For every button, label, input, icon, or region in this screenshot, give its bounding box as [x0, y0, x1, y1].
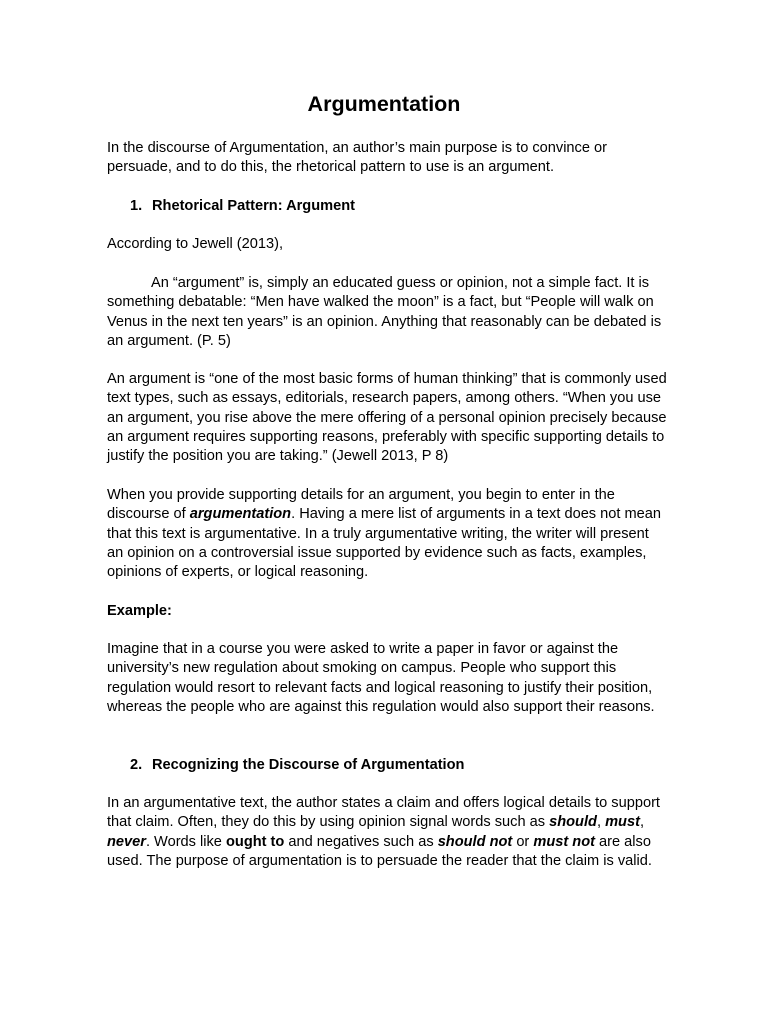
section-heading-rhetorical-pattern [130, 197, 355, 216]
paragraph-supporting-details [107, 486, 667, 582]
section-heading-text: Recognizing the Discourse of Argumentation [152, 757, 465, 773]
text-span: . Words like [145, 833, 226, 850]
text-span: In an argumentative text, the author states a claim and offers logical details to support that claim. Often, they do this by using opinion signal words such as [107, 795, 660, 831]
example-paragraph: Imagine that in a course you were asked to write a paper in favor or against the university’s new regulation about smoking on campus. People who support this regulation would resort to relevant facts and logical reasoning to justify their position, whereas the people who are against this regulation would also support their reasons. [107, 641, 655, 715]
section-heading-recognizing [130, 756, 464, 775]
signal-word-never: never [107, 833, 146, 850]
text-span: are also used. The purpose of argumentation is to persuade the reader that the claim is valid. [107, 833, 652, 869]
signal-word-should: should [549, 814, 597, 831]
signal-word-must-not: must not [533, 833, 595, 850]
text-span: When you provide supporting details for an argument, you begin to enter in the discourse of [107, 487, 615, 523]
text-span: , [596, 814, 606, 831]
text-span: . Having a mere list of arguments in a text does not mean that this text is argumentative. In a truly argumentative writing, the writer will present an opinion on a controversial issue supported by evidence such as facts, examples, opinions of experts, or logical reasoning. [107, 506, 662, 581]
signal-word-should-not: should not [437, 833, 513, 850]
intro-paragraph: In the discourse of Argumentation, an author’s main purpose is to convince or persuade, and to do this, the rhetorical pattern to use is an argument. [107, 140, 607, 176]
block-quote: An “argument” is, simply an educated guess or opinion, not a simple fact. It is something debatable: “Men have walked the moon” is a fact, but “People will walk on Venus in the next ten years” is an opinion. Anything that reasonably can be debated is an argument. (P. 5) [107, 275, 662, 349]
emphasis-term: argumentation [189, 506, 292, 523]
text-span: and negatives such as [284, 833, 438, 850]
text-span: , [639, 814, 644, 831]
example-label: Example: [107, 603, 172, 619]
citation-intro: According to Jewell (2013), [107, 236, 284, 252]
page-title: Argumentation [307, 92, 461, 116]
text-span: or [512, 833, 534, 850]
signal-word-ought-to: ought to [225, 833, 285, 850]
section-heading-text: Rhetorical Pattern: Argument [152, 198, 355, 214]
paragraph-claim [107, 794, 667, 871]
paragraph-basic-forms: An argument is “one of the most basic forms of human thinking” that is commonly used text types, such as essays, editorials, research papers, among others. “When you use an argument, you rise above the mere offering of a personal opinion precisely because an argument requires supporting reasons, preferably with specific supporting details to justify the position you are taking.” (Jewell 2013, P 8) [107, 371, 667, 465]
section-number: 2. [130, 757, 143, 773]
signal-word-must: must [605, 814, 640, 831]
section-number: 1. [130, 198, 143, 214]
